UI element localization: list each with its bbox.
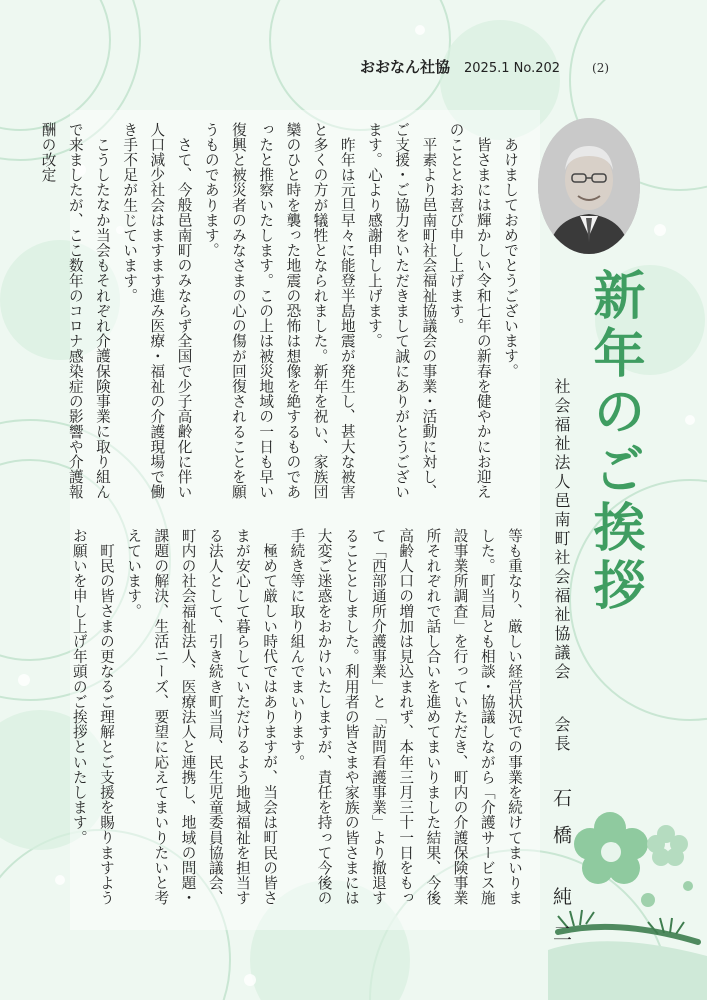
article-title: 新年のご挨拶 bbox=[584, 268, 645, 616]
paragraph: あけましておめでとうございます。 bbox=[502, 136, 519, 379]
author-block bbox=[548, 378, 575, 960]
page-number: (2) bbox=[592, 61, 610, 75]
paragraph: 皆さまには輝かしい令和七年の新春を健やかにお迎えのこととお喜び申し上げます。 bbox=[447, 122, 492, 499]
author-organization: 社会福祉法人邑南町社会福祉協議会 bbox=[552, 378, 571, 682]
author-name: 石橋 純二 bbox=[550, 788, 572, 961]
paragraph: 昨年は元旦早々に能登半島地震が発生し、甚大な被害と多くの方が犠牲となられました。新年を祝い、家族団欒のひと時を襲った地震の恐怖は想像を絶するものであったと推察いたします。この上は被災地域の一日も早い復興と被災者のみなさまの心の傷が回復されることを願うものであります。 bbox=[202, 122, 356, 500]
author-role: 会長 bbox=[552, 716, 571, 755]
body-text-lower bbox=[70, 528, 528, 916]
paragraph: 町民の皆さまの更なるご理解とご支援を賜りますようお願いを申し上げ年頭のご挨拶といたします。 bbox=[70, 528, 115, 905]
paragraph: 平素より邑南町社会福祉協議会の事業・活動に対し、ご支援・ご協力をいただきまして誠にありがとうございます。心より感謝申し上げます。 bbox=[365, 122, 438, 500]
issue-number: 2025.1 No.202 bbox=[464, 61, 561, 76]
body-text-upper bbox=[39, 122, 524, 510]
brand-name: おおなん社協 bbox=[360, 58, 451, 76]
portrait-photo bbox=[538, 118, 640, 254]
page-header bbox=[360, 56, 609, 77]
paragraph: こうしたなか当会もそれぞれ介護保険事業に取り組んで来ましたが、ここ数年のコロナ感染症の影響や介護報酬の改定 bbox=[39, 122, 111, 500]
paragraph: 極めて厳しい時代ではありますが、当会は町民の皆さまが安心して暮らしていただけるよう地域福祉を担当する法人として、引き続き町当局、民生児童委員協議会、町内の社会福祉法人、医療法人と連携し、地域の問題・課題の解決、生活ニーズ、要望に応えてまいりたいと考えています。 bbox=[125, 528, 279, 906]
paragraph: 等も重なり、厳しい経営状況での事業を続けてまいりました。町当局とも相談・協議しながら「介護サービス施設事業所調査」を行っていただき、町内の介護保険事業所それぞれで話し合いを進めてまいりました結果、今後高齢人口の増加は見込まれず、本年三月三十一日をもって「西部通所介護事業」と「訪問看護事業」より撤退することとしました。利用者の皆さまや家族の皆さまには大変ご迷惑をおかけいたしますが、責任を持って今後の手続き等に取り組んでまいります。 bbox=[288, 528, 523, 906]
paragraph: さて、今般邑南町のみならず全国で少子高齢化に伴い人口減少社会はますます進み医療・福祉の介護現場で働き手不足が生じています。 bbox=[121, 122, 193, 500]
